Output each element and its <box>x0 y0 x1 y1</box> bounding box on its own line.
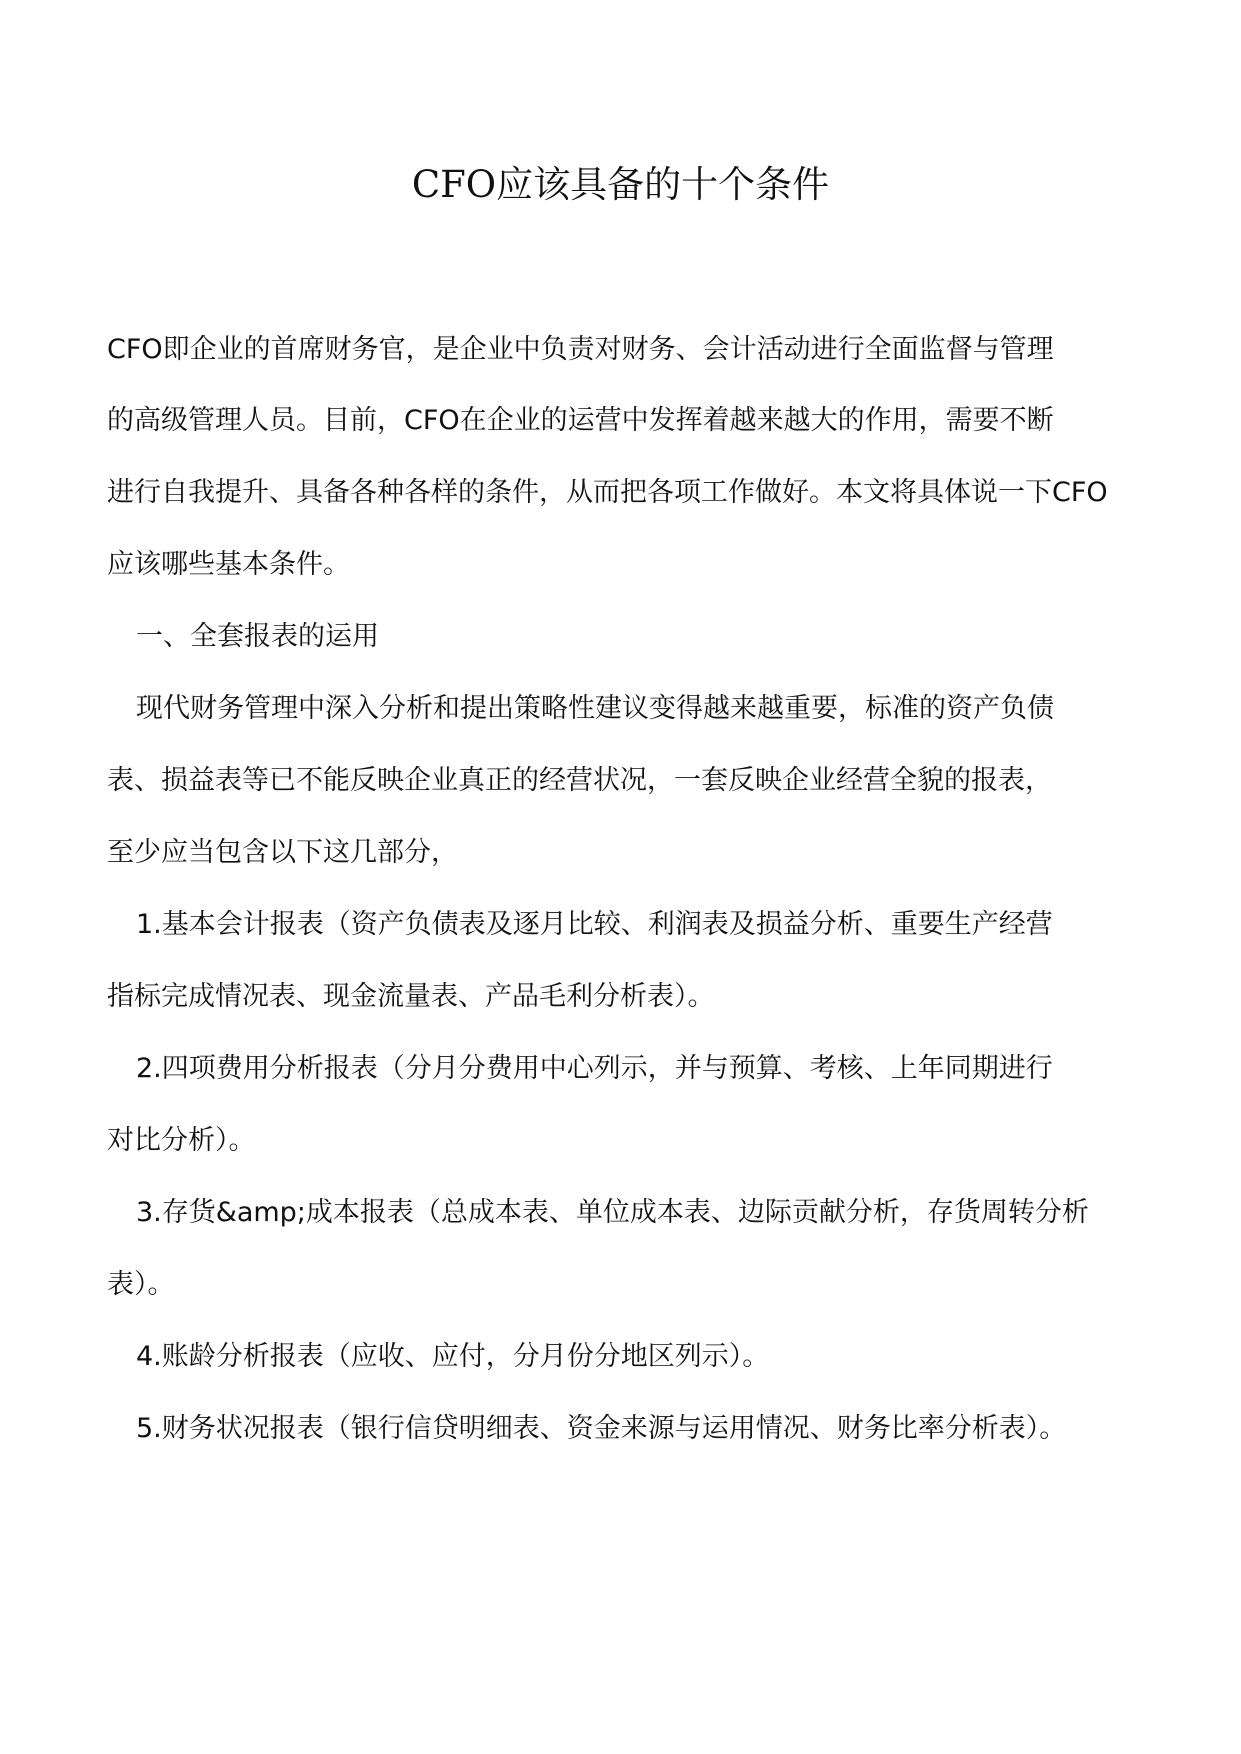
list-item: 3.存货&amp;成本报表（总成本表、单位成本表、边际贡献分析，存货周转分析 <box>136 1197 1089 1228</box>
document-title: CFO应该具备的十个条件 <box>411 163 830 206</box>
list-item: 1.基本会计报表（资产负债表及逐月比较、利润表及损益分析、重要生产经营 <box>136 909 1053 940</box>
list-item-continuation: 对比分析）。 <box>107 1125 256 1156</box>
paragraph-line: 表、损益表等已不能反映企业真正的经营状况，一套反映企业经营全貌的报表， <box>107 765 1052 796</box>
paragraph-line: 至少应当包含以下这几部分， <box>107 837 458 868</box>
paragraph-line: 应该哪些基本条件。 <box>107 549 350 580</box>
list-item-continuation: 表）。 <box>107 1269 175 1300</box>
paragraph-line: 的高级管理人员。目前，CFO在企业的运营中发挥着越来越大的作用，需要不断 <box>107 405 1054 436</box>
list-item: 4.账龄分析报表（应收、应付，分月份分地区列示）。 <box>136 1341 770 1372</box>
paragraph-line: CFO即企业的首席财务官，是企业中负责对财务、会计活动进行全面监督与管理 <box>107 334 1054 365</box>
paragraph-line: 现代财务管理中深入分析和提出策略性建议变得越来越重要，标准的资产负债 <box>136 693 1054 724</box>
list-item: 2.四项费用分析报表（分月分费用中心列示，并与预算、考核、上年同期进行 <box>136 1053 1053 1084</box>
list-item: 5.财务状况报表（银行信贷明细表、资金来源与运用情况、财务比率分析表）。 <box>136 1413 1067 1444</box>
section-heading: 一、全套报表的运用 <box>136 621 379 652</box>
paragraph-line: 进行自我提升、具备各种各样的条件，从而把各项工作做好。本文将具体说一下CFO <box>107 477 1108 508</box>
list-item-continuation: 指标完成情况表、现金流量表、产品毛利分析表）。 <box>107 981 715 1012</box>
